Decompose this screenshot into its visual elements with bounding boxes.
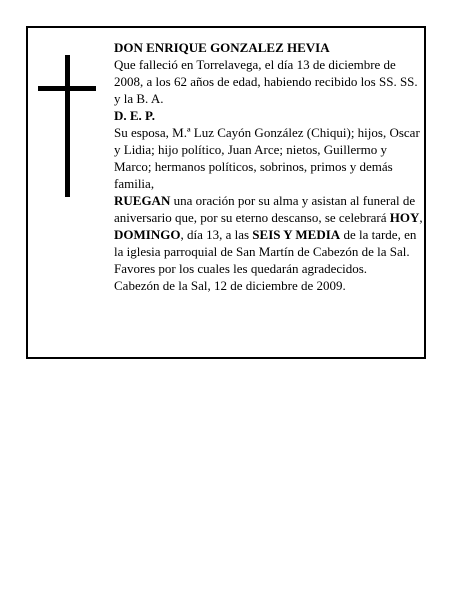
family-list: Su esposa, M.ª Luz Cayón González (Chiqui); hijos, Oscar y Lidia; hijo político, Juan Arce; nietos, Guillermo y Marco; hermanos políticos, sobrinos, primos y demás familia, [114,125,420,191]
place-and-date: Cabezón de la Sal, 12 de diciembre de 2009. [114,278,346,293]
cross-icon [38,55,96,197]
funeral-request: RUEGAN una oración por su alma y asistan al funeral de aniversario que, por su eterno descanso, se celebrará HOY, DOMINGO, día 13, a las SEIS Y MEDIA de la tarde, en la iglesia parroquial de San Martín de Cabezón de la Sal. Favores por los cuales les quedarán agradecidos. [114,193,423,276]
dep-abbreviation: D. E. P. [114,108,156,123]
deceased-name: DON ENRIQUE GONZALEZ HEVIA [114,40,330,55]
obituary-frame [26,26,426,359]
death-details: Que falleció en Torrelavega, el día 13 de diciembre de 2008, a los 62 años de edad, habiendo recibido los SS. SS. y la B. A. [114,57,418,106]
obituary-text [114,39,424,294]
